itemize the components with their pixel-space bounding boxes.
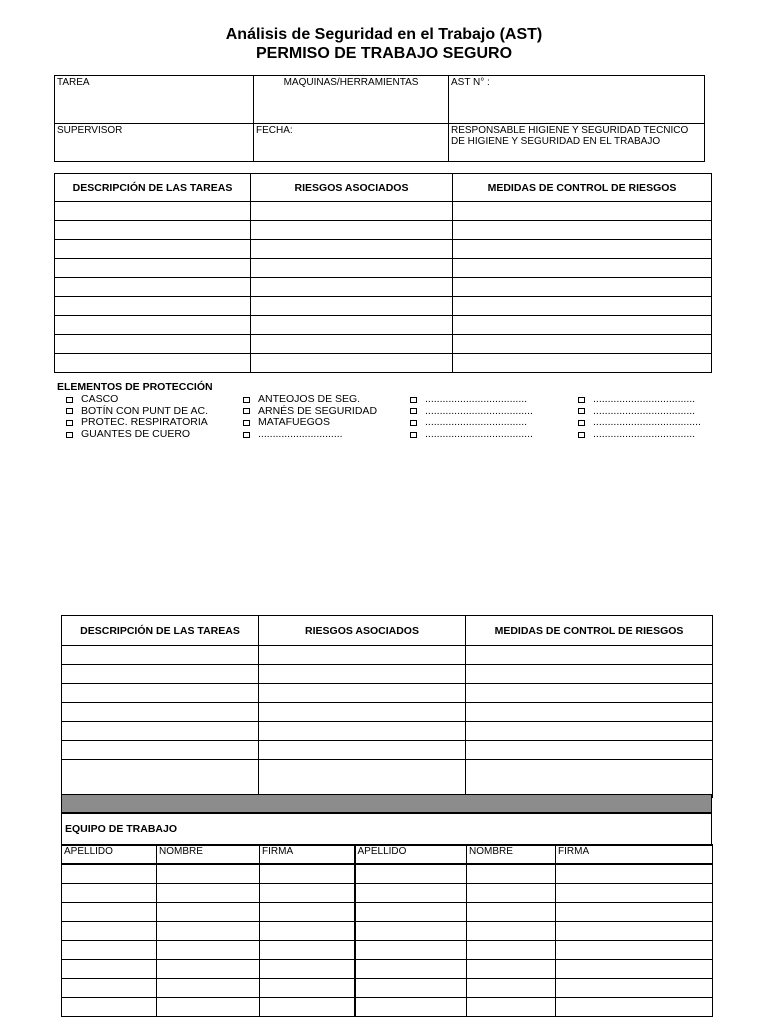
responsable-field[interactable] bbox=[449, 124, 705, 162]
ppe-item-blank[interactable] bbox=[401, 406, 569, 418]
tasks-header-risks: RIESGOS ASOCIADOS bbox=[259, 616, 466, 646]
table-cell[interactable] bbox=[62, 864, 157, 883]
table-cell[interactable] bbox=[55, 221, 251, 240]
table-cell[interactable] bbox=[55, 202, 251, 221]
ppe-item-guantes[interactable] bbox=[57, 429, 234, 441]
table-row bbox=[62, 646, 713, 665]
table-cell[interactable] bbox=[556, 864, 713, 883]
table-cell[interactable] bbox=[259, 665, 466, 684]
ppe-label: MATAFUEGOS bbox=[258, 416, 330, 429]
table-row bbox=[55, 297, 712, 316]
ppe-item-casco[interactable] bbox=[57, 394, 234, 406]
fecha-label: FECHA: bbox=[256, 125, 293, 136]
table-row bbox=[62, 722, 713, 741]
table-cell[interactable] bbox=[55, 259, 251, 278]
tasks-header-risks: RIESGOS ASOCIADOS bbox=[251, 174, 453, 202]
ppe-item-respiratoria[interactable] bbox=[57, 417, 234, 429]
table-row bbox=[55, 221, 712, 240]
checkbox-icon[interactable] bbox=[410, 420, 417, 426]
checkbox-icon[interactable] bbox=[410, 397, 417, 403]
protection-elements bbox=[57, 381, 717, 440]
table-cell[interactable] bbox=[157, 883, 260, 902]
table-cell[interactable] bbox=[55, 240, 251, 259]
tasks-header-description: DESCRIPCIÓN DE LAS TAREAS bbox=[55, 174, 251, 202]
ppe-column-2 bbox=[234, 394, 401, 440]
supervisor-field[interactable] bbox=[55, 124, 254, 162]
ppe-item-arnes[interactable] bbox=[234, 406, 401, 418]
table-row bbox=[62, 921, 713, 940]
table-cell[interactable] bbox=[260, 921, 355, 940]
table-cell[interactable] bbox=[453, 240, 712, 259]
table-cell[interactable] bbox=[62, 665, 259, 684]
table-cell[interactable] bbox=[259, 722, 466, 741]
ast-number-label: AST N° : bbox=[451, 77, 490, 88]
table-cell[interactable] bbox=[466, 646, 713, 665]
tasks-table-1 bbox=[54, 173, 712, 373]
table-cell[interactable] bbox=[355, 883, 467, 902]
team-header-apellido: APELLIDO bbox=[62, 845, 157, 864]
table-cell[interactable] bbox=[466, 703, 713, 722]
table-cell[interactable] bbox=[453, 278, 712, 297]
table-cell[interactable] bbox=[260, 959, 355, 978]
table-cell[interactable] bbox=[62, 940, 157, 959]
table-row bbox=[62, 864, 713, 883]
table-cell[interactable] bbox=[251, 316, 453, 335]
checkbox-icon[interactable] bbox=[66, 432, 73, 438]
ppe-column-4 bbox=[569, 394, 717, 440]
document-title: Análisis de Seguridad en el Trabajo (AST) bbox=[225, 26, 543, 43]
document-subtitle: PERMISO DE TRABAJO SEGURO bbox=[255, 45, 513, 62]
table-cell[interactable] bbox=[55, 354, 251, 373]
table-row bbox=[62, 760, 713, 798]
table-cell[interactable] bbox=[453, 335, 712, 354]
table-cell[interactable] bbox=[556, 883, 713, 902]
checkbox-icon[interactable] bbox=[66, 420, 73, 426]
table-cell[interactable] bbox=[251, 202, 453, 221]
protection-title: ELEMENTOS DE PROTECCIÓN bbox=[57, 381, 213, 393]
table-cell[interactable] bbox=[55, 335, 251, 354]
ppe-label: ARNÉS DE SEGURIDAD bbox=[258, 404, 378, 417]
work-team-section bbox=[61, 794, 712, 1017]
table-cell[interactable] bbox=[355, 959, 467, 978]
table-cell[interactable] bbox=[55, 278, 251, 297]
table-row bbox=[62, 959, 713, 978]
checkbox-icon[interactable] bbox=[243, 408, 250, 414]
table-row bbox=[55, 202, 712, 221]
table-cell[interactable] bbox=[251, 297, 453, 316]
table-cell[interactable] bbox=[556, 959, 713, 978]
team-header-firma: FIRMA bbox=[556, 845, 713, 864]
table-cell[interactable] bbox=[453, 297, 712, 316]
ppe-item-blank[interactable] bbox=[401, 429, 569, 441]
table-cell[interactable] bbox=[62, 741, 259, 760]
tarea-field[interactable] bbox=[55, 76, 254, 124]
table-row bbox=[62, 703, 713, 722]
checkbox-icon[interactable] bbox=[578, 420, 585, 426]
ppe-column-1 bbox=[57, 394, 234, 440]
ppe-item-anteojos[interactable] bbox=[234, 394, 401, 406]
team-header-apellido: APELLIDO bbox=[355, 845, 467, 864]
table-cell[interactable] bbox=[466, 684, 713, 703]
table-cell[interactable] bbox=[355, 921, 467, 940]
checkbox-icon[interactable] bbox=[243, 397, 250, 403]
tasks-table-2 bbox=[61, 615, 713, 798]
checkbox-icon[interactable] bbox=[410, 408, 417, 414]
table-cell[interactable] bbox=[62, 760, 259, 798]
tasks-header-description: DESCRIPCIÓN DE LAS TAREAS bbox=[62, 616, 259, 646]
table-row bbox=[62, 684, 713, 703]
table-cell[interactable] bbox=[55, 316, 251, 335]
table-row bbox=[55, 316, 712, 335]
ppe-label: ................................... bbox=[425, 416, 528, 429]
ppe-label: ................................... bbox=[593, 393, 696, 406]
table-cell[interactable] bbox=[62, 921, 157, 940]
table-cell[interactable] bbox=[55, 297, 251, 316]
info-table bbox=[54, 75, 705, 162]
table-cell[interactable] bbox=[251, 354, 453, 373]
ppe-label: BOTÍN CON PUNT DE AC. bbox=[81, 404, 208, 417]
table-cell[interactable] bbox=[467, 902, 556, 921]
ppe-item-blank[interactable] bbox=[569, 417, 717, 429]
table-cell[interactable] bbox=[62, 646, 259, 665]
table-cell[interactable] bbox=[556, 978, 713, 997]
team-header-nombre: NOMBRE bbox=[467, 845, 556, 864]
table-cell[interactable] bbox=[467, 864, 556, 883]
table-cell[interactable] bbox=[259, 741, 466, 760]
table-cell[interactable] bbox=[466, 665, 713, 684]
table-cell[interactable] bbox=[355, 864, 467, 883]
table-cell[interactable] bbox=[467, 883, 556, 902]
table-cell[interactable] bbox=[259, 703, 466, 722]
table-row bbox=[62, 978, 713, 997]
table-cell[interactable] bbox=[467, 921, 556, 940]
table-cell[interactable] bbox=[556, 940, 713, 959]
ppe-label: ............................. bbox=[258, 428, 343, 441]
tasks-header-controls: MEDIDAS DE CONTROL DE RIESGOS bbox=[466, 616, 713, 646]
table-cell[interactable] bbox=[355, 902, 467, 921]
ppe-item-blank[interactable] bbox=[234, 429, 401, 441]
team-header-firma: FIRMA bbox=[260, 845, 355, 864]
table-cell[interactable] bbox=[62, 902, 157, 921]
tasks-header-controls: MEDIDAS DE CONTROL DE RIESGOS bbox=[453, 174, 712, 202]
table-cell[interactable] bbox=[556, 997, 713, 1016]
table-cell[interactable] bbox=[62, 997, 157, 1016]
table-cell[interactable] bbox=[157, 997, 260, 1016]
table-cell[interactable] bbox=[259, 684, 466, 703]
ast-number-field[interactable] bbox=[449, 76, 705, 124]
table-cell[interactable] bbox=[260, 940, 355, 959]
table-cell[interactable] bbox=[251, 221, 453, 240]
checkbox-icon[interactable] bbox=[578, 397, 585, 403]
fecha-field[interactable] bbox=[254, 124, 449, 162]
table-cell[interactable] bbox=[157, 864, 260, 883]
ppe-label: GUANTES DE CUERO bbox=[81, 428, 191, 441]
table-cell[interactable] bbox=[251, 335, 453, 354]
ppe-label: ..................................... bbox=[425, 428, 533, 441]
table-cell[interactable] bbox=[157, 959, 260, 978]
table-row bbox=[55, 335, 712, 354]
ppe-label: ..................................... bbox=[593, 416, 701, 429]
ppe-label: ..................................... bbox=[425, 404, 533, 417]
table-cell[interactable] bbox=[467, 940, 556, 959]
tarea-label: TAREA bbox=[57, 77, 90, 88]
ppe-label: ................................... bbox=[593, 428, 696, 441]
table-cell[interactable] bbox=[453, 221, 712, 240]
table-row bbox=[62, 665, 713, 684]
table-cell[interactable] bbox=[453, 316, 712, 335]
ppe-item-blank[interactable] bbox=[569, 406, 717, 418]
ppe-item-blank[interactable] bbox=[401, 417, 569, 429]
checkbox-icon[interactable] bbox=[66, 408, 73, 414]
table-cell[interactable] bbox=[260, 997, 355, 1016]
ppe-column-3 bbox=[401, 394, 569, 440]
table-row bbox=[55, 240, 712, 259]
table-cell[interactable] bbox=[251, 240, 453, 259]
table-row bbox=[62, 883, 713, 902]
table-cell[interactable] bbox=[157, 940, 260, 959]
table-cell[interactable] bbox=[259, 646, 466, 665]
table-row bbox=[62, 741, 713, 760]
table-cell[interactable] bbox=[466, 760, 713, 798]
table-cell[interactable] bbox=[355, 978, 467, 997]
ppe-item-blank[interactable] bbox=[401, 394, 569, 406]
table-cell[interactable] bbox=[251, 278, 453, 297]
checkbox-icon[interactable] bbox=[578, 408, 585, 414]
ppe-item-botin[interactable] bbox=[57, 406, 234, 418]
ppe-label: ................................... bbox=[425, 393, 528, 406]
table-cell[interactable] bbox=[556, 902, 713, 921]
table-cell[interactable] bbox=[260, 864, 355, 883]
table-cell[interactable] bbox=[453, 202, 712, 221]
table-row bbox=[55, 278, 712, 297]
table-cell[interactable] bbox=[556, 921, 713, 940]
work-team-label: EQUIPO DE TRABAJO bbox=[61, 814, 712, 844]
checkbox-icon[interactable] bbox=[410, 432, 417, 438]
ppe-item-blank[interactable] bbox=[569, 394, 717, 406]
table-cell[interactable] bbox=[251, 259, 453, 278]
ppe-label: ................................... bbox=[593, 404, 696, 417]
table-cell[interactable] bbox=[260, 978, 355, 997]
table-cell[interactable] bbox=[453, 354, 712, 373]
table-row bbox=[55, 259, 712, 278]
responsable-label: RESPONSABLE HIGIENE Y SEGURIDAD TECNICO DE HIGIENE Y SEGURIDAD EN EL TRABAJO bbox=[451, 125, 689, 147]
table-cell[interactable] bbox=[355, 940, 467, 959]
table-cell[interactable] bbox=[259, 760, 466, 798]
table-cell[interactable] bbox=[260, 902, 355, 921]
table-row bbox=[55, 354, 712, 373]
table-cell[interactable] bbox=[157, 978, 260, 997]
maquinas-label: MAQUINAS/HERRAMIENTAS bbox=[283, 77, 419, 88]
table-cell[interactable] bbox=[355, 997, 467, 1016]
table-row bbox=[62, 902, 713, 921]
table-cell[interactable] bbox=[466, 722, 713, 741]
table-row bbox=[62, 997, 713, 1016]
table-cell[interactable] bbox=[157, 921, 260, 940]
table-cell[interactable] bbox=[157, 902, 260, 921]
table-cell[interactable] bbox=[62, 703, 259, 722]
table-cell[interactable] bbox=[466, 741, 713, 760]
ppe-label: PROTEC. RESPIRATORIA bbox=[81, 416, 208, 429]
table-cell[interactable] bbox=[453, 259, 712, 278]
table-cell[interactable] bbox=[467, 997, 556, 1016]
checkbox-icon[interactable] bbox=[243, 420, 250, 426]
team-header-nombre: NOMBRE bbox=[157, 845, 260, 864]
checkbox-icon[interactable] bbox=[66, 397, 73, 403]
ppe-item-blank[interactable] bbox=[569, 429, 717, 441]
ppe-label: ANTEOJOS DE SEG. bbox=[258, 393, 361, 406]
table-cell[interactable] bbox=[260, 883, 355, 902]
table-cell[interactable] bbox=[62, 684, 259, 703]
table-cell[interactable] bbox=[467, 978, 556, 997]
table-cell[interactable] bbox=[62, 883, 157, 902]
maquinas-field[interactable] bbox=[254, 76, 449, 124]
table-row bbox=[62, 940, 713, 959]
grey-band bbox=[61, 794, 712, 814]
checkbox-icon[interactable] bbox=[578, 432, 585, 438]
ppe-label: CASCO bbox=[81, 393, 119, 406]
ppe-item-matafuegos[interactable] bbox=[234, 417, 401, 429]
table-cell[interactable] bbox=[62, 959, 157, 978]
table-cell[interactable] bbox=[467, 959, 556, 978]
table-cell[interactable] bbox=[62, 722, 259, 741]
table-cell[interactable] bbox=[62, 978, 157, 997]
checkbox-icon[interactable] bbox=[243, 432, 250, 438]
work-team-table bbox=[61, 844, 713, 1017]
supervisor-label: SUPERVISOR bbox=[57, 125, 123, 136]
